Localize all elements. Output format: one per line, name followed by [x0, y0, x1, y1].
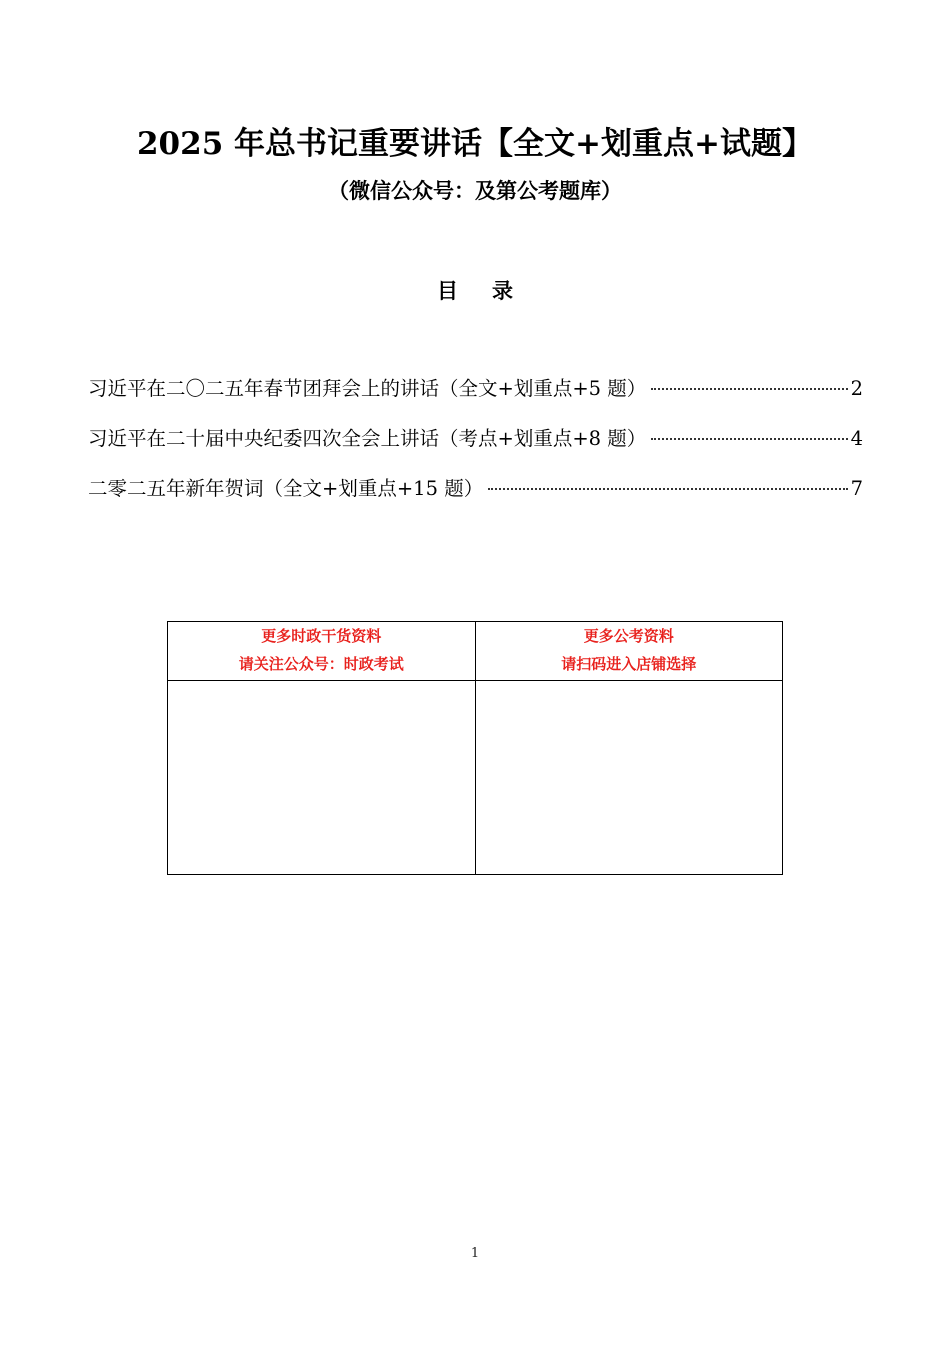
table-of-contents	[88, 372, 863, 522]
promo-left-header	[168, 622, 476, 681]
document-subtitle: （微信公众号：及第公考题库）	[328, 178, 622, 203]
toc-heading: 目录	[437, 278, 547, 303]
promo-right-line2: 请扫码进入店铺选择	[561, 655, 697, 673]
toc-dot-leader	[488, 488, 847, 490]
toc-entry-title: 习近平在二〇二五年春节团拜会上的讲话（全文+划重点+5 题）	[88, 377, 647, 400]
document-title: 2025 年总书记重要讲话【全文+划重点+试题】	[136, 126, 814, 162]
promo-left-qr-area	[168, 681, 476, 875]
toc-entry-page: 7	[850, 477, 863, 500]
toc-entry[interactable]	[88, 472, 863, 522]
toc-entry-page: 2	[850, 377, 863, 400]
promo-left-line2: 请关注公众号：时政考试	[238, 655, 404, 673]
toc-entry-title: 习近平在二十届中央纪委四次全会上讲话（考点+划重点+8 题）	[88, 427, 647, 450]
toc-entry-title: 二零二五年新年贺词（全文+划重点+15 题）	[88, 477, 484, 500]
toc-entry[interactable]	[88, 422, 863, 472]
toc-dot-leader	[651, 388, 847, 390]
toc-entry-page: 4	[850, 427, 863, 450]
promo-table	[167, 621, 783, 875]
toc-entry[interactable]	[88, 372, 863, 422]
toc-dot-leader	[651, 438, 847, 440]
promo-right-header	[475, 622, 783, 681]
promo-right-line1: 更多公考资料	[583, 627, 674, 645]
promo-right-qr-area	[475, 681, 783, 875]
promo-left-line1: 更多时政干货资料	[261, 627, 382, 645]
page-number: 1	[470, 1246, 480, 1261]
